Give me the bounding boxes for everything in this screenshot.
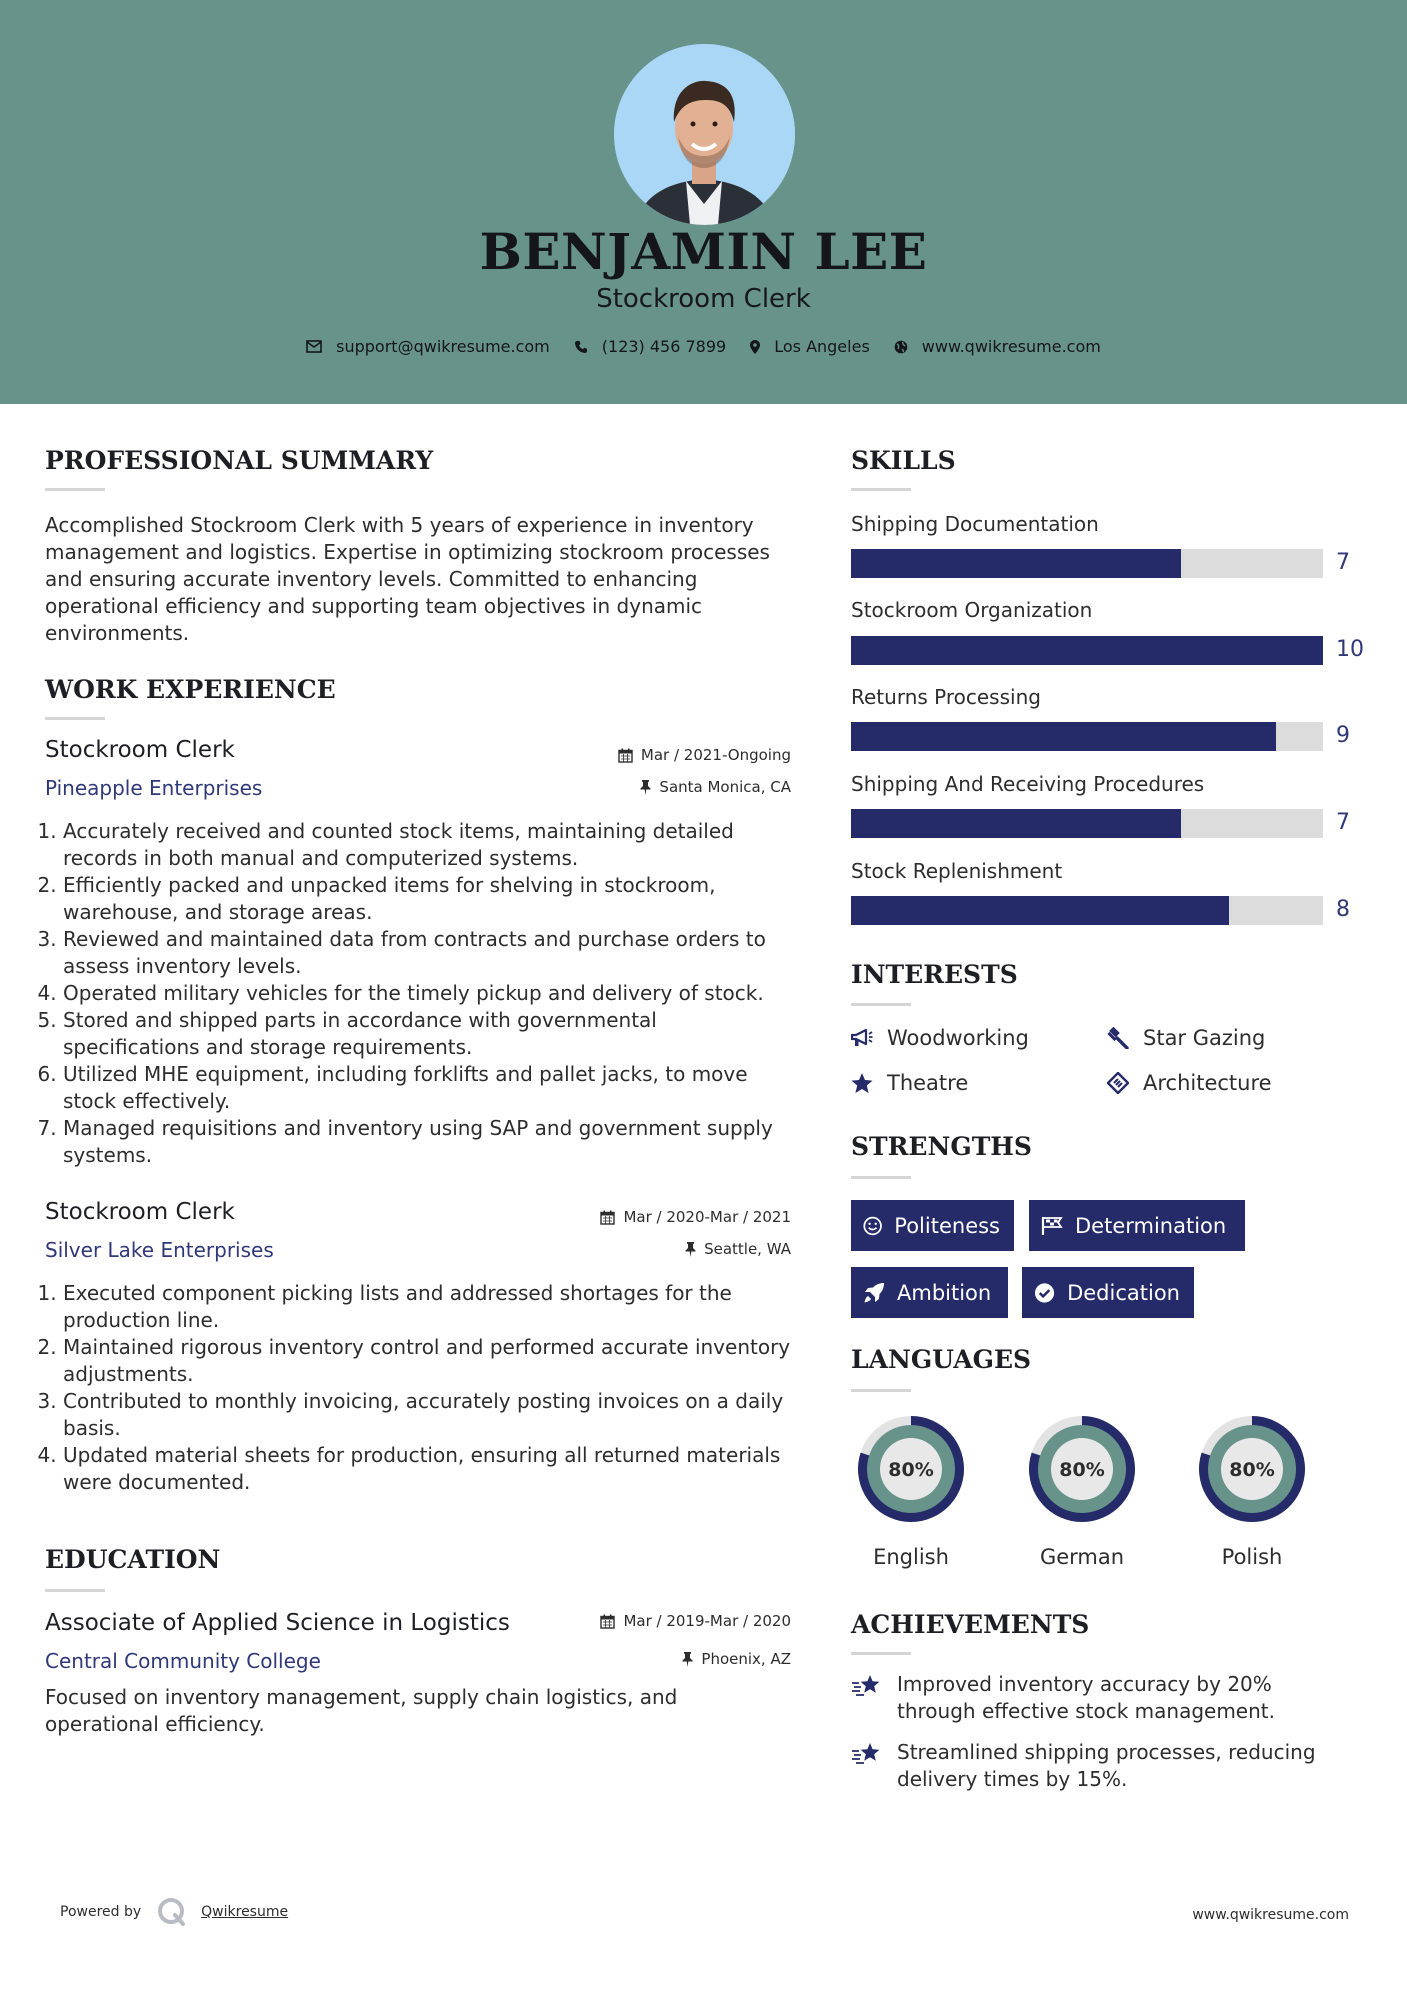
list-item: 5. Stored and shipped parts in accordance with governmental specifications and storage requirements. — [63, 1007, 797, 1061]
calendar-icon — [600, 1210, 615, 1225]
list-item: 4. Operated military vehicles for the timely pickup and delivery of stock. — [63, 980, 797, 1007]
calendar-icon — [618, 748, 633, 763]
skill-label: Stockroom Organization — [851, 598, 1093, 622]
interest-item — [1107, 1071, 1272, 1095]
powered-by-text: Powered by — [60, 1904, 142, 1920]
footer-branding — [60, 1897, 288, 1927]
website-text: www.qwikresume.com — [921, 337, 1101, 356]
languages-rule — [851, 1389, 911, 1392]
skill-bar — [851, 549, 1323, 578]
strength-tag — [1029, 1200, 1245, 1251]
strength-tag — [851, 1267, 1008, 1318]
megaphone-icon — [851, 1028, 873, 1048]
job-dates-text: Mar / 2020-Mar / 2021 — [623, 1208, 791, 1226]
phone-text: (123) 456 7899 — [601, 337, 727, 356]
school-name: Central Community College — [45, 1649, 321, 1673]
strength-label: Determination — [1075, 1213, 1227, 1238]
skills-rule — [851, 488, 911, 491]
job-location — [500, 1240, 791, 1258]
skill-value: 10 — [1336, 637, 1364, 662]
skill-value: 8 — [1336, 897, 1350, 922]
interest-label: Woodworking — [887, 1026, 1029, 1050]
profile-photo — [614, 44, 795, 225]
list-item: 1. Executed component picking lists and addressed shortages for the production line. — [63, 1280, 797, 1334]
contact-phone[interactable] — [574, 337, 726, 356]
language-percent: 80% — [1059, 1459, 1105, 1481]
list-item: 4. Updated material sheets for production, ensuring all returned materials were documented. — [63, 1442, 797, 1496]
email-text: support@qwikresume.com — [336, 337, 550, 356]
education-dates-text: Mar / 2019-Mar / 2020 — [623, 1612, 791, 1630]
job-dates-text: Mar / 2021-Ongoing — [640, 746, 791, 764]
experience-rule — [45, 717, 105, 720]
interest-label: Architecture — [1143, 1071, 1272, 1095]
resume-header — [0, 0, 1407, 404]
education-rule — [45, 1589, 105, 1592]
job-title: Stockroom Clerk — [45, 737, 235, 763]
job-title: Stockroom Clerk — [45, 1199, 235, 1225]
list-item: 3. Contributed to monthly invoicing, accurately posting invoices on a daily basis. — [63, 1388, 797, 1442]
interest-label: Star Gazing — [1143, 1026, 1266, 1050]
ticket-icon — [1107, 1072, 1129, 1094]
job-dates — [500, 1208, 791, 1226]
skill-bar-fill — [851, 636, 1323, 665]
job-dates — [500, 746, 791, 764]
strength-label: Dedication — [1067, 1280, 1180, 1305]
interest-item — [1107, 1026, 1265, 1050]
education-heading: EDUCATION — [45, 1545, 221, 1574]
strength-tag — [1022, 1267, 1194, 1318]
skill-bar — [851, 722, 1323, 751]
language-name: German — [1039, 1545, 1125, 1569]
education-dates — [500, 1612, 791, 1630]
rocket-icon — [863, 1282, 885, 1304]
language-ring — [850, 1408, 972, 1530]
candidate-name: BENJAMIN LEE — [479, 222, 928, 281]
footer-url[interactable]: www.qwikresume.com — [1192, 1907, 1349, 1923]
strengths-heading: STRENGTHS — [851, 1132, 1032, 1161]
list-item: 1. Accurately received and counted stock items, maintaining detailed records in both manual and computerized systems. — [63, 818, 797, 872]
job-duties-list — [45, 1280, 797, 1496]
education-text: Focused on inventory management, supply chain logistics, and operational efficiency. — [45, 1685, 678, 1736]
list-item: 2. Efficiently packed and unpacked items for shelving in stockroom, warehouse, and storage areas. — [63, 872, 797, 926]
interests-rule — [851, 1003, 911, 1006]
candidate-role: Stockroom Clerk — [596, 284, 811, 314]
skill-label: Shipping Documentation — [851, 512, 1099, 536]
interest-label: Theatre — [887, 1071, 969, 1095]
qwikresume-logo-icon — [157, 1897, 187, 1927]
pushpin-icon — [682, 1652, 693, 1667]
skill-bar — [851, 636, 1323, 665]
skill-value: 7 — [1336, 550, 1350, 575]
list-item: 2. Maintained rigorous inventory control and performed accurate inventory adjustments. — [63, 1334, 797, 1388]
location-text: Los Angeles — [774, 337, 870, 356]
achievement-item — [851, 1671, 1351, 1725]
language-percent: 80% — [888, 1459, 934, 1481]
pushpin-icon — [685, 1242, 696, 1257]
skill-value: 9 — [1336, 723, 1350, 748]
interest-item — [851, 1026, 1029, 1050]
contact-website[interactable] — [894, 337, 1101, 356]
calendar-icon — [600, 1614, 615, 1629]
experience-heading: WORK EXPERIENCE — [45, 675, 336, 704]
education-location — [500, 1650, 791, 1668]
language-name: Polish — [1221, 1545, 1283, 1569]
interests-heading: INTERESTS — [851, 960, 1018, 989]
job-location-text: Seattle, WA — [704, 1240, 791, 1258]
list-item: 6. Utilized MHE equipment, including forklifts and pallet jacks, to move stock effectively. — [63, 1061, 797, 1115]
interest-item — [851, 1071, 968, 1095]
language-ring — [1191, 1408, 1313, 1530]
phone-icon — [574, 340, 588, 354]
company-name: Pineapple Enterprises — [45, 776, 263, 800]
check-circle-icon — [1034, 1282, 1055, 1304]
skill-label: Returns Processing — [851, 685, 1041, 709]
smile-icon — [863, 1215, 882, 1237]
skill-bar-fill — [851, 549, 1181, 578]
strength-label: Ambition — [897, 1280, 992, 1305]
skill-value: 7 — [1336, 810, 1350, 835]
skill-label: Shipping And Receiving Procedures — [851, 772, 1205, 796]
language-name: English — [873, 1545, 949, 1569]
flag-icon — [1041, 1216, 1063, 1236]
achievement-item — [851, 1739, 1351, 1793]
job-location-text: Santa Monica, CA — [659, 778, 791, 796]
brand-link[interactable]: Qwikresume — [201, 1904, 289, 1920]
skill-bar — [851, 896, 1323, 925]
contact-location — [750, 337, 870, 356]
strength-label: Politeness — [894, 1213, 1000, 1238]
star-icon — [851, 1073, 873, 1094]
gavel-icon — [1107, 1027, 1129, 1049]
summary-text: Accomplished Stockroom Clerk with 5 years of experience in inventory management and logistics. Expertise in optimizing stockroom processes and ensuring accurate inventory levels. Committed to enhancing operational efficiency and supporting team objectives in dynamic environments. — [45, 513, 770, 645]
skill-bar — [851, 809, 1323, 838]
skills-heading: SKILLS — [851, 446, 956, 475]
job-duties-list — [45, 818, 797, 1169]
contact-bar — [0, 337, 1407, 356]
skill-bar-fill — [851, 722, 1276, 751]
education-location-text: Phoenix, AZ — [701, 1650, 791, 1668]
strength-tag — [851, 1200, 1014, 1251]
summary-rule — [45, 488, 105, 491]
list-item: 7. Managed requisitions and inventory using SAP and government supply systems. — [63, 1115, 797, 1169]
shooting-star-icon — [851, 1673, 883, 1699]
achievements-heading: ACHIEVEMENTS — [851, 1610, 1090, 1639]
map-pin-icon — [750, 340, 760, 354]
skill-bar-fill — [851, 809, 1181, 838]
achievements-rule — [851, 1652, 911, 1655]
job-location — [500, 778, 791, 796]
achievement-text: Streamlined shipping processes, reducing delivery times by 15%. — [897, 1740, 1316, 1791]
achievement-text: Improved inventory accuracy by 20% through effective stock management. — [897, 1672, 1275, 1723]
shooting-star-icon — [851, 1741, 883, 1767]
pushpin-icon — [640, 780, 651, 795]
skill-label: Stock Replenishment — [851, 859, 1063, 883]
list-item: 3. Reviewed and maintained data from contracts and purchase orders to assess inventory levels. — [63, 926, 797, 980]
globe-icon — [894, 340, 908, 354]
languages-heading: LANGUAGES — [851, 1345, 1032, 1374]
contact-email[interactable] — [306, 337, 550, 356]
language-ring — [1021, 1408, 1143, 1530]
envelope-icon — [306, 340, 322, 353]
language-percent: 80% — [1229, 1459, 1275, 1481]
degree-title: Associate of Applied Science in Logistics — [45, 1610, 510, 1636]
strengths-rule — [851, 1176, 911, 1179]
summary-heading: PROFESSIONAL SUMMARY — [45, 446, 434, 475]
company-name: Silver Lake Enterprises — [45, 1238, 274, 1262]
skill-bar-fill — [851, 896, 1229, 925]
